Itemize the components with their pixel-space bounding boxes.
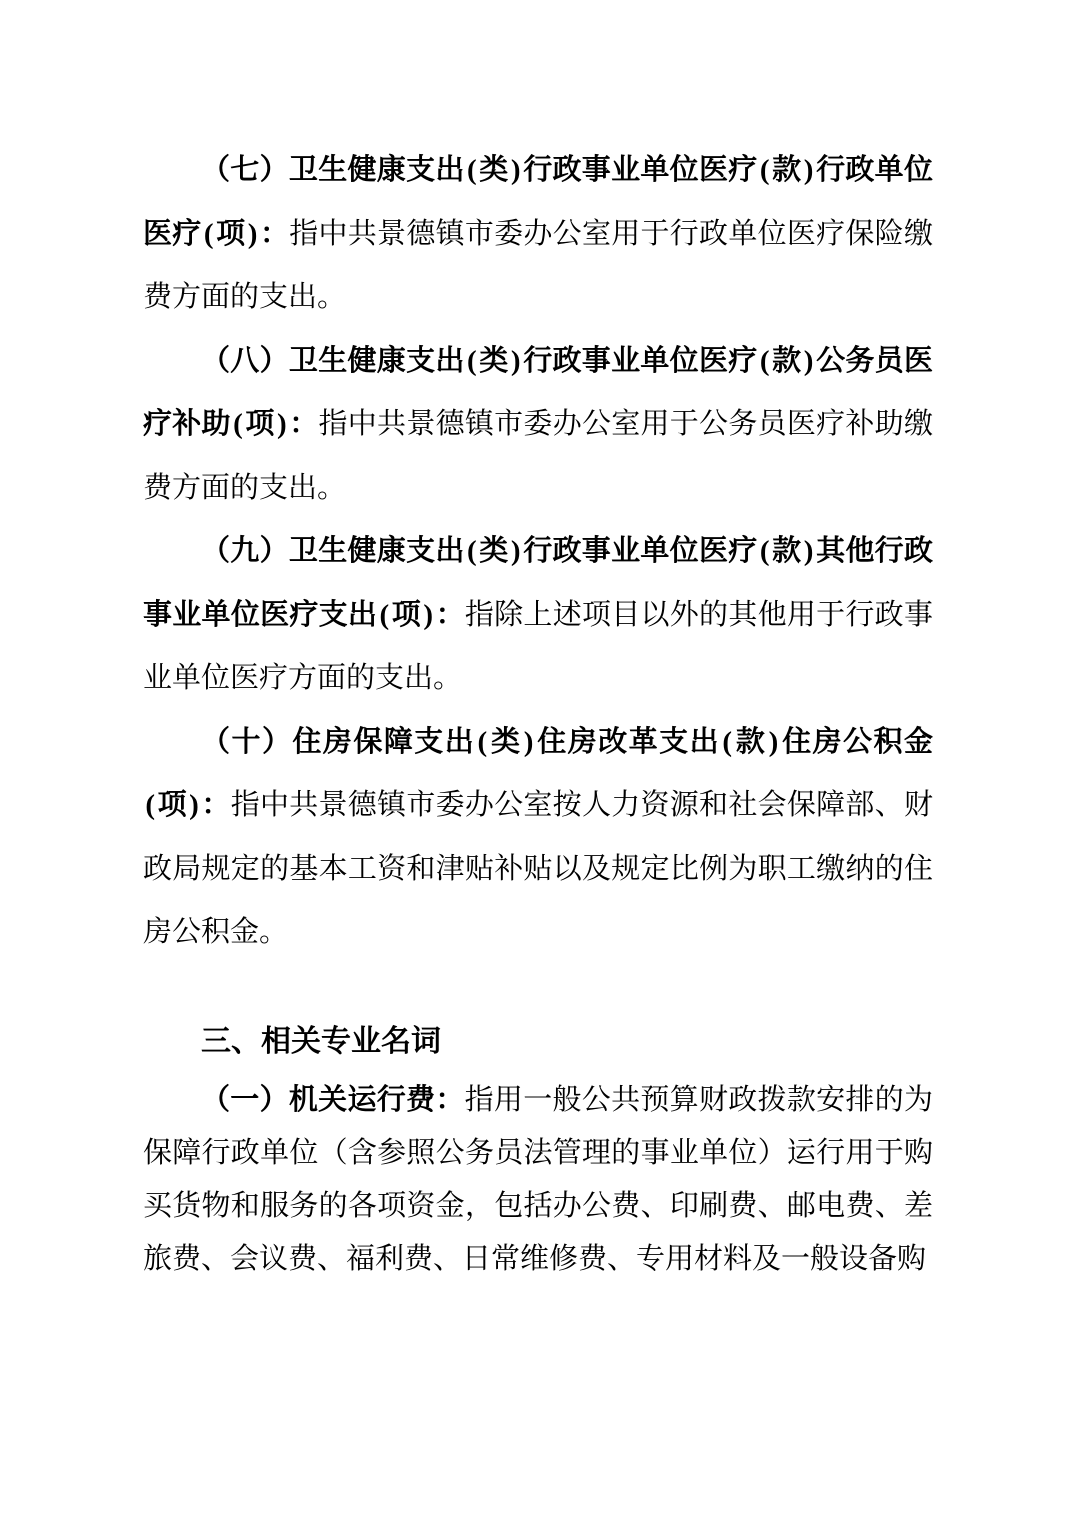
- budget-item-9-body: 指除上述项目以外的其他用于行政事业单位医疗方面的支出。: [143, 598, 933, 694]
- section-heading-related-terms: 三、相关专业名词: [201, 1025, 441, 1058]
- budget-item-10-lead: （十）住房保障支出(类)住房改革支出(款)住房公积金(项)：: [145, 725, 933, 821]
- budget-item-10-body: 指中共景德镇市委办公室按人力资源和社会保障部、财政局规定的基本工资和津贴补贴以及规定比例为职工缴纳的住房公积金。: [143, 789, 933, 948]
- budget-item-paragraph-9: [143, 520, 933, 711]
- term-1-body: 指用一般公共预算财政拨款安排的为保障行政单位（含参照公务员法管理的事业单位）运行用于购买货物和服务的各项资金，包括办公费、印刷费、邮电费、差旅费、会议费、福利费、日常维修费、专用材料及一般设备购: [143, 1084, 933, 1275]
- budget-item-paragraph-7: [143, 139, 933, 330]
- term-paragraph-1: [143, 1074, 933, 1286]
- budget-item-8-body: 指中共景德镇市委办公室用于公务员医疗补助缴费方面的支出。: [143, 408, 933, 504]
- budget-item-paragraph-8: [143, 330, 933, 521]
- term-1-lead: （一）机关运行费：: [201, 1084, 465, 1116]
- budget-item-8-lead: （八）卫生健康支出(类)行政事业单位医疗(款)公务员医疗补助(项)：: [143, 344, 933, 440]
- budget-item-7-body: 指中共景德镇市委办公室用于行政单位医疗保险缴费方面的支出。: [143, 217, 933, 313]
- budget-item-9-lead: （九）卫生健康支出(类)行政事业单位医疗(款)其他行政事业单位医疗支出(项)：: [143, 535, 933, 631]
- terms-section: [143, 1074, 933, 1286]
- budget-item-paragraph-10: [143, 711, 933, 965]
- budget-item-7-lead: （七）卫生健康支出(类)行政事业单位医疗(款)行政单位医疗(项)：: [143, 154, 933, 250]
- budget-definitions-section: [143, 139, 933, 965]
